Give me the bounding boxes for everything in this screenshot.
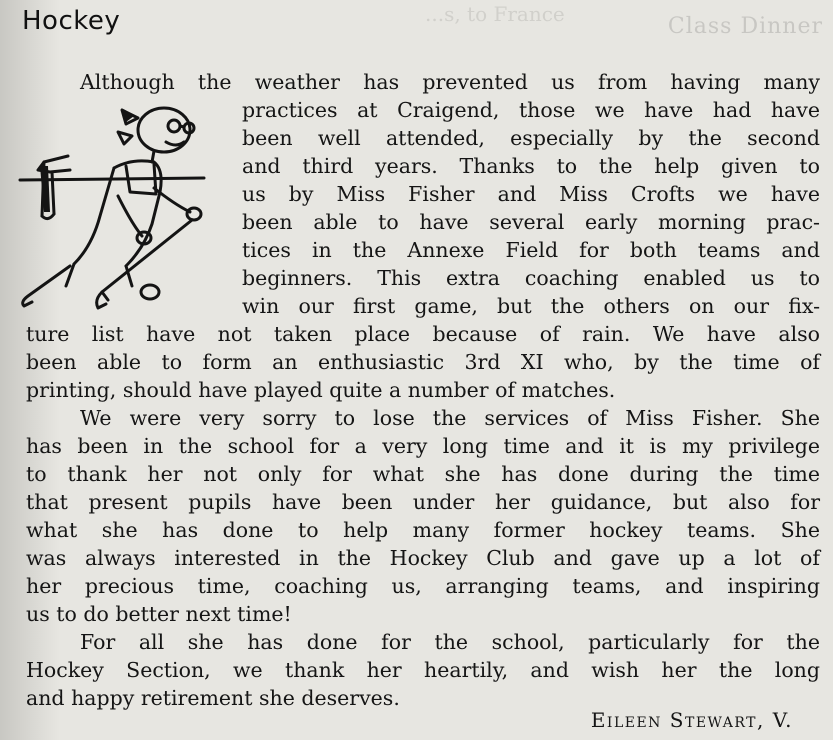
bleed-through-text: Class Dinner <box>667 14 823 39</box>
text-line: tices in the Annexe Field for both teams and <box>242 238 820 262</box>
text-line: win our first game, but the others on our fix- <box>242 294 820 318</box>
text-line: and happy retirement she deserves. <box>26 686 400 710</box>
text-line: practices at Craigend, those we have had have <box>242 98 820 122</box>
text-line: and third years. Thanks to the help given to <box>242 154 820 178</box>
text-line: Although the weather has prevented us from having many <box>80 70 820 94</box>
hockey-player-drawing-icon <box>14 96 224 312</box>
text-line: been able to have several early morning prac- <box>242 210 820 234</box>
text-line: ture list have not taken place because of rain. We have also <box>26 322 820 346</box>
text-line: printing, should have played quite a number of matches. <box>26 378 616 402</box>
text-line: us to do better next time! <box>26 602 292 626</box>
text-line: Hockey Section, we thank her heartily, and wish her the long <box>26 658 820 682</box>
text-line: us by Miss Fisher and Miss Crofts we have <box>242 182 820 206</box>
text-line: that present pupils have been under her guidance, but also for <box>26 490 820 514</box>
text-line: For all she has done for the school, particularly for the <box>80 630 820 654</box>
page-heading: Hockey <box>22 6 121 36</box>
text-line: to thank her not only for what she has done during the time <box>26 462 820 486</box>
text-line: what she has done to help many former hockey teams. She <box>26 518 820 542</box>
text-line: We were very sorry to lose the services of Miss Fisher. She <box>80 406 820 430</box>
text-line: her precious time, coaching us, arranging teams, and inspiring <box>26 574 820 598</box>
text-line: beginners. This extra coaching enabled us to <box>242 266 820 290</box>
text-line: was always interested in the Hockey Club and gave up a lot of <box>26 546 820 570</box>
author-signature: Eileen Stewart, V. <box>590 708 793 732</box>
bleed-through-top-text: ...s, to France <box>425 2 565 26</box>
text-line: been able to form an enthusiastic 3rd XI who, by the time of <box>26 350 820 374</box>
text-line: has been in the school for a very long time and it is my privilege <box>26 434 820 458</box>
text-line: been well attended, especially by the second <box>242 126 820 150</box>
